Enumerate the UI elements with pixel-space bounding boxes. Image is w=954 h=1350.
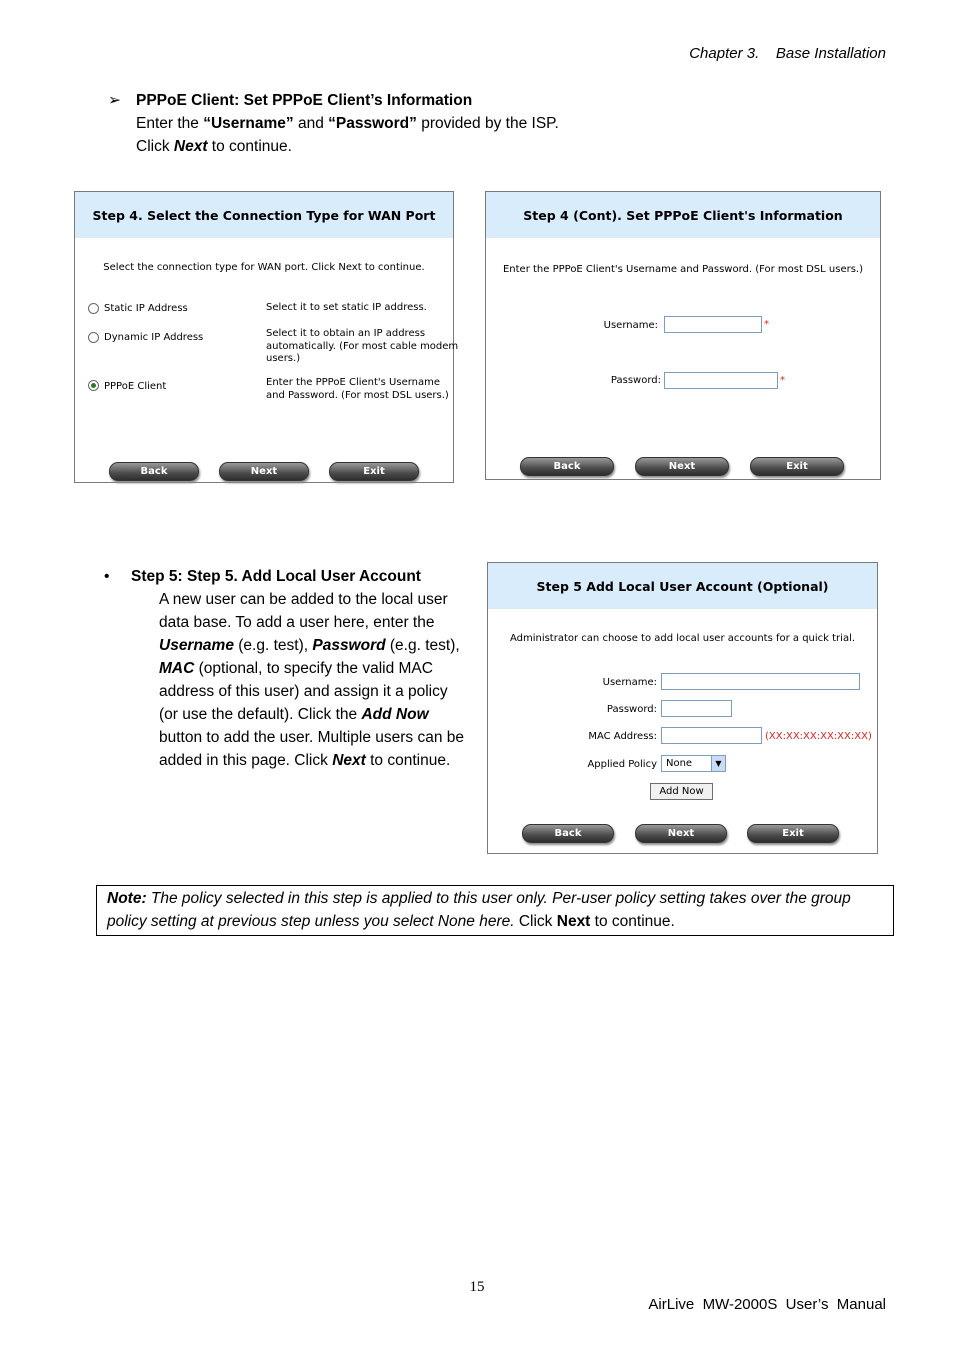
step4-cont-title: Step 4 (Cont). Set PPPoE Client's Information — [486, 192, 880, 238]
step5-description: A new user can be added to the local user data base. To add a user here, enter the Username (e.g. test), Password (e.g. test), MAC (optional, to specify the valid MAC address of this user) and assign it a policy (or use the default). Click the Add Now button to add the user. Multiple users can be added in this page. Click Next to continue. — [159, 591, 465, 769]
next-button[interactable]: Next — [219, 462, 309, 481]
step5-panel — [487, 562, 878, 854]
password-input[interactable] — [661, 700, 732, 717]
pppoe-desc: Enter the PPPoE Client's Username and Password. (For most DSL users.) — [266, 377, 449, 401]
pppoe-label: PPPoE Client — [104, 381, 167, 392]
static-ip-label: Static IP Address — [104, 303, 188, 314]
chapter-label: Chapter 3. — [689, 45, 760, 62]
step4-title: Step 4. Select the Connection Type for WAN Port — [75, 192, 453, 238]
next-button[interactable]: Next — [635, 457, 729, 476]
intro-title: PPPoE Client: Set PPPoE Client’s Information — [136, 92, 473, 109]
username-input[interactable] — [664, 316, 762, 333]
mac-format-hint: (XX:XX:XX:XX:XX:XX) — [765, 731, 872, 742]
step4-cont-instruction: Enter the PPPoE Client's Username and Password. (For most DSL users.) — [502, 264, 864, 275]
back-button[interactable]: Back — [109, 462, 199, 481]
step5-bullet: • — [104, 568, 110, 585]
username-required-mark: * — [764, 319, 769, 330]
dynamic-ip-radio[interactable] — [88, 332, 99, 343]
next-button[interactable]: Next — [635, 824, 727, 843]
exit-button[interactable]: Exit — [329, 462, 419, 481]
static-ip-radio[interactable] — [88, 303, 99, 314]
step4-instruction: Select the connection type for WAN port. Click Next to continue. — [103, 262, 425, 273]
policy-label: Applied Policy — [587, 759, 657, 770]
mac-label: MAC Address: — [588, 731, 657, 742]
mac-input[interactable] — [661, 727, 762, 744]
intro-line-1: Enter the “Username” and “Password” provided by the ISP. — [136, 115, 559, 132]
intro-line-2: Click Next to continue. — [136, 138, 292, 155]
manual-footer: AirLive MW-2000S User’s Manual — [648, 1296, 886, 1313]
step5-title: Step 5: Step 5. Add Local User Account — [131, 568, 421, 585]
password-label: Password: — [606, 704, 657, 715]
back-button[interactable]: Back — [522, 824, 614, 843]
add-now-button[interactable]: Add Now — [650, 783, 713, 800]
step4-cont-panel — [485, 191, 881, 480]
step4-panel — [74, 191, 459, 483]
policy-select[interactable]: None ▼ — [661, 755, 726, 772]
section-label: Base Installation — [775, 45, 886, 62]
static-ip-desc: Select it to set static IP address. — [266, 302, 427, 313]
dynamic-ip-desc: Select it to obtain an IP address automatically. (For most cable modem users.) — [266, 328, 459, 364]
page-number: 15 — [469, 1279, 485, 1295]
intro-bullet: ➢ — [108, 92, 121, 109]
username-label: Username: — [603, 320, 658, 331]
step5-instruction: Administrator can choose to add local user accounts for a quick trial. — [509, 633, 856, 644]
back-button[interactable]: Back — [520, 457, 614, 476]
username-label: Username: — [602, 677, 657, 688]
password-label: Password: — [610, 375, 661, 386]
password-input[interactable] — [664, 372, 778, 389]
step5-title-bar: Step 5 Add Local User Account (Optional) — [488, 563, 877, 609]
exit-button[interactable]: Exit — [747, 824, 839, 843]
dynamic-ip-label: Dynamic IP Address — [104, 332, 204, 343]
password-required-mark: * — [780, 375, 785, 386]
note-box: Note: The policy selected in this step is applied to this user only. Per-user policy setting takes over the group policy setting at previous step unless you select None here. Click Next to continue. — [96, 885, 894, 936]
page-header — [689, 45, 886, 62]
pppoe-radio[interactable] — [88, 380, 99, 391]
chevron-down-icon: ▼ — [711, 756, 725, 771]
username-input[interactable] — [661, 673, 860, 690]
exit-button[interactable]: Exit — [750, 457, 844, 476]
